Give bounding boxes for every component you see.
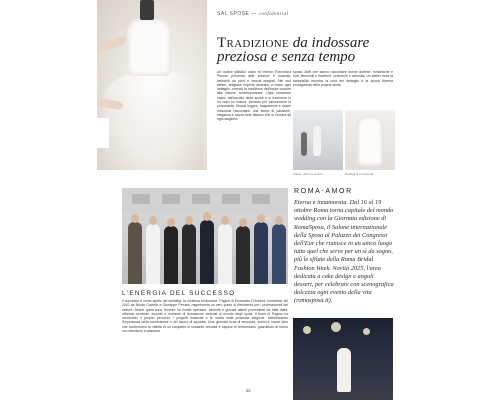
article-column-b: sposa. Abiti che sanno raccontare donne diverse: romantiche e forti, femminili e moderne, cerimonie e calendar. Un atelier dove la sartorialità incontra la cura del dettaglio e la sposa diventa protagonista della propria storia. — [293, 70, 393, 87]
head-shape — [203, 212, 211, 221]
photo-fashion-show — [293, 318, 393, 400]
sleeve-shape — [97, 118, 109, 148]
head-shape — [131, 214, 139, 223]
backdrop-wall — [122, 188, 288, 214]
runway-model-shape — [337, 348, 351, 392]
person-shape — [254, 222, 268, 284]
head-shape — [221, 216, 229, 225]
article-column-a: Un codice stilistico unico ed eterno: Francesca Pirrone presenta abiti preziosi e ricamati, arricchiti da pizzi e tessuti pregiati. Nel suo atelier, artigiane esperte lavorano a mano ogni dettaglio, unendo la tradizione dell'haute couture alla visione contemporanea. Ogni creazione nasce dall'ascolto della sposa e si trasforma in un capo su misura, pensato per valorizzarne la personalità. Tessuti leggeri, trasparenze e ricami minuziosi raccontano una storia di passione, eleganza e savoir-faire italiano che si rinnova ad ogni stagione. — [217, 70, 291, 122]
headline-line2: preziosa e senza tempo — [217, 49, 356, 65]
person-shape — [272, 224, 286, 284]
person-shape — [236, 226, 250, 284]
head-shape — [185, 216, 193, 225]
mannequin-shape — [313, 126, 321, 156]
roma-section-body: Eterna e innamorata. Dal 16 al 19 ottobre Roma torna capitale del mondo wedding con la Giornata edizione di RomaSposa, il Salone internazionale della Sposa al Palazzo dei Congressi dell'Eur che riunisce in un unico luogo tutto quel che serve per un sì da sogno, più le sfilate della Roma Bridal Fashion Week. Novità 2025, l'area dedicata a cake design e angoli dessert, per celebrare con scenografica dolcezza ogni evento della vita (romasposa.it). — [294, 199, 394, 305]
person-shape — [164, 226, 178, 284]
photo-bodice-detail — [345, 110, 395, 170]
mannequin-neck-shape — [140, 0, 154, 20]
dress-bodice-shape — [127, 18, 171, 76]
person-shape — [182, 224, 196, 284]
bodice-shape — [357, 116, 383, 166]
kicker-label-italic: confidential — [258, 12, 289, 17]
stage-light-shape — [303, 326, 311, 334]
photo-group-team — [122, 188, 288, 284]
article-headline — [217, 36, 393, 64]
energia-section-body: Il successo è come quello del wedding: la continua evoluzione. Pagina di Emanuela D'Andrea, fondatrice del 2002 da Nicole Coviello e Giuseppe Ferrara, rappresenta un vero punto di riferimento per i professionisti del settore. Anche quest'anno l'evento ha riunito operatori, aziende e giovani talenti provenienti da tutta Italia, offrendo seminari, incontri e momenti di formazione dedicati al mondo degli sposi. Il team di Pagina ha raccontato il proprio percorso, i progetti realizzati e le novità della prossima stagione, sottolineando l'importanza della condivisione e del lavoro di squadra. Una giornata ricca di emozioni, sorrisi e nuove idee che confermano la vitalità di un comparto in costante crescita e capace di reinventarsi, guardando al futuro con ottimismo e passione. — [122, 299, 288, 334]
hand-shape — [97, 35, 127, 53]
person-shape — [218, 224, 232, 284]
photo-wedding-dress — [97, 0, 207, 170]
stage-light-shape — [331, 322, 341, 332]
photo-atelier-studio — [293, 110, 343, 170]
person-shape — [146, 224, 160, 284]
caption-bodice: Dettagli di corsetteria. — [345, 172, 375, 176]
dress-skirt-shape — [103, 70, 203, 170]
energia-section-title: L'ENERGIA DEL SUCCESSO — [122, 290, 236, 297]
headline-caps: Tradizione — [217, 35, 290, 51]
caption-studio: Atelier, dietro le quinte. — [293, 172, 324, 176]
section-kicker: SAL SPOSE — confidential — [217, 11, 289, 17]
headline-italic: da indossare — [289, 35, 370, 51]
person-shape — [301, 132, 307, 156]
head-shape — [239, 218, 247, 227]
kicker-label: SAL SPOSE — [217, 11, 250, 17]
stage-light-shape — [363, 328, 370, 335]
page-number: 88 — [246, 388, 251, 393]
roma-section-title: ROMA-AMOR — [294, 188, 353, 195]
person-shape — [128, 222, 142, 284]
head-shape — [149, 216, 157, 225]
person-shape — [200, 220, 214, 284]
head-shape — [275, 216, 283, 225]
head-shape — [257, 214, 265, 223]
head-shape — [167, 218, 175, 227]
